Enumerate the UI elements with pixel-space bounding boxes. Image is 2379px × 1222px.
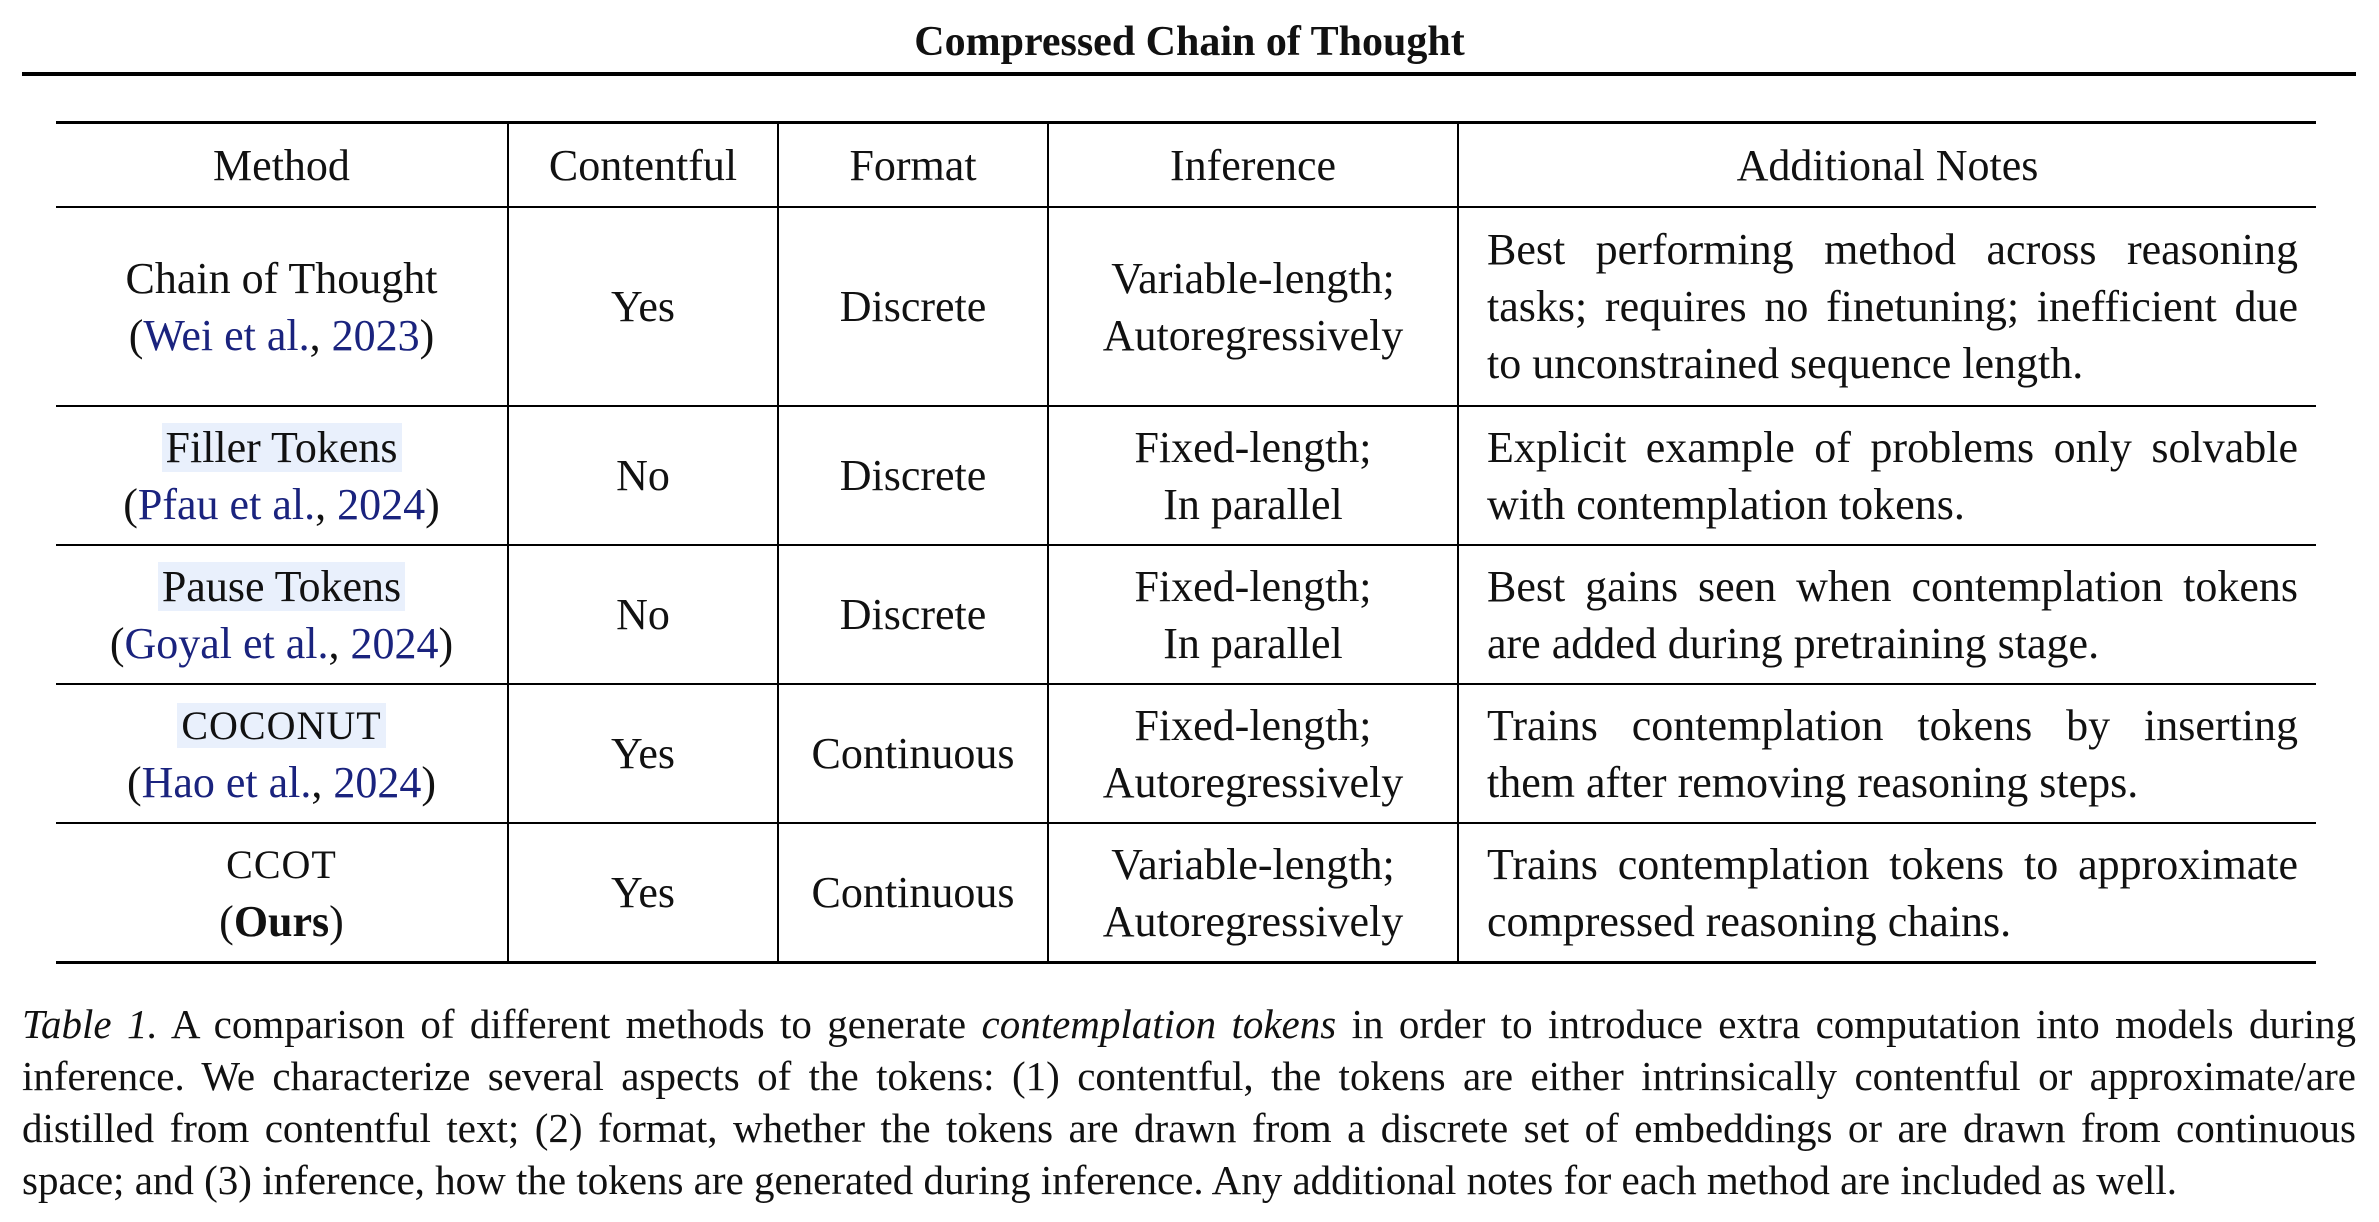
citation-year-link[interactable]: 2024 xyxy=(350,618,439,668)
citation-link[interactable]: Wei et al. xyxy=(143,310,310,360)
notes-cell: Explicit example of problems only solvable with contemplation tokens. xyxy=(1458,406,2316,545)
table-row xyxy=(56,545,2316,684)
contentful-cell: Yes xyxy=(508,207,778,406)
table-caption: Table 1. A comparison of different methods to generate contemplation tokens in order to introduce extra computation into models during inference. We characterize several aspects of the tokens: (1) contentful, the tokens are either intrinsically contentful or approximate/are distilled from contentful text; (2) format, whether the tokens are drawn from a discrete set of embeddings or are drawn from continuous space; and (3) inference, how the tokens are generated during inference. Any additional notes for each method are included as well. xyxy=(22,1001,2356,1203)
notes-cell: Trains contemplation tokens to approximate compressed reasoning chains. xyxy=(1487,839,2298,946)
citation-link[interactable]: Pfau et al. xyxy=(137,479,316,529)
method-citation: (Hao et al., 2024) xyxy=(126,758,437,807)
table-row xyxy=(56,684,2316,823)
method-cell xyxy=(56,406,508,545)
inference-cell: Fixed-length; In parallel xyxy=(1048,545,1458,684)
method-name: CCOT xyxy=(226,842,337,887)
contentful-cell: No xyxy=(508,545,778,684)
table-row xyxy=(56,207,2316,406)
format-cell: Continuous xyxy=(778,684,1048,823)
caption-emphasis: contemplation tokens xyxy=(981,1001,1337,1047)
citation-year-link[interactable]: 2023 xyxy=(331,310,420,360)
table-row xyxy=(56,823,2316,963)
method-name: Chain of Thought xyxy=(125,253,438,303)
col-header-inference: Inference xyxy=(1048,123,1458,208)
notes-cell: Trains contemplation tokens by inserting them after removing reasoning steps. xyxy=(1458,684,2316,823)
method-citation: (Pfau et al., 2024) xyxy=(123,479,440,529)
citation-link[interactable]: Goyal et al. xyxy=(124,618,329,668)
comparison-table xyxy=(56,121,2316,964)
method-cell xyxy=(56,823,508,963)
method-citation: (Wei et al., 2023) xyxy=(128,310,435,360)
method-ours: (Ours) xyxy=(219,897,344,946)
inference-cell: Variable-length; Autoregressively xyxy=(1048,823,1458,963)
inference-cell: Fixed-length; Autoregressively xyxy=(1048,684,1458,823)
contentful-cell: Yes xyxy=(508,684,778,823)
method-name: Pause Tokens xyxy=(158,562,405,611)
method-cell xyxy=(56,684,508,823)
citation-link[interactable]: Hao et al. xyxy=(141,758,312,807)
running-head: Compressed Chain of Thought xyxy=(914,19,1465,65)
method-cell xyxy=(56,545,508,684)
format-cell: Discrete xyxy=(778,207,1048,406)
method-citation: (Goyal et al., 2024) xyxy=(109,618,454,668)
method-name: Filler Tokens xyxy=(162,423,402,472)
citation-year-link[interactable]: 2024 xyxy=(333,758,422,807)
format-cell: Discrete xyxy=(778,406,1048,545)
contentful-cell: No xyxy=(508,406,778,545)
notes-cell: Best gains seen when contemplation tokens are added during pretraining stage. xyxy=(1458,545,2316,684)
citation-year-link[interactable]: 2024 xyxy=(337,479,426,529)
col-header-method: Method xyxy=(56,123,508,208)
ours-label: Ours xyxy=(233,897,330,946)
col-header-notes: Additional Notes xyxy=(1458,123,2316,208)
method-name: COCONUT xyxy=(177,703,385,748)
header-rule xyxy=(22,72,2356,76)
method-cell xyxy=(56,207,508,406)
format-cell: Continuous xyxy=(778,823,1048,963)
inference-cell: Fixed-length; In parallel xyxy=(1048,406,1458,545)
notes-cell: Best performing method across reasoning tasks; requires no finetuning; inefficient due to unconstrained sequence length. xyxy=(1458,207,2316,406)
contentful-cell: Yes xyxy=(508,823,778,963)
format-cell: Discrete xyxy=(778,545,1048,684)
col-header-contentful: Contentful xyxy=(508,123,778,208)
table-header-row xyxy=(56,123,2316,208)
inference-cell: Variable-length; Autoregressively xyxy=(1048,207,1458,406)
table-row xyxy=(56,406,2316,545)
caption-label: Table 1. xyxy=(22,1001,158,1047)
col-header-format: Format xyxy=(778,123,1048,208)
